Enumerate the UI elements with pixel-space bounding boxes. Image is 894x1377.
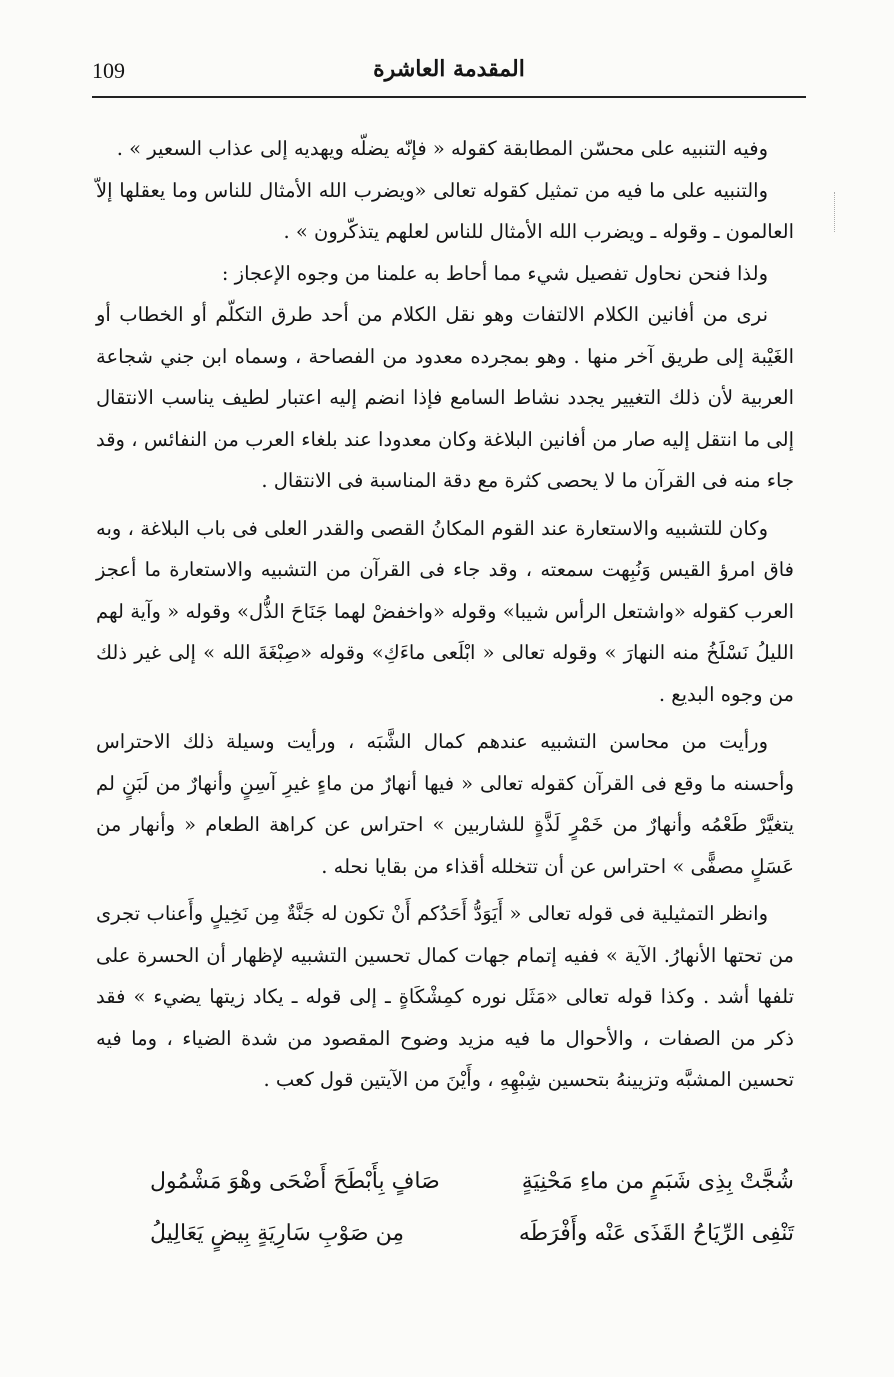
paragraph-7: وانظر التمثيلية فى قوله تعالى « أَيَوَدُّ أَحَدُكم أَنْ تكون له جَنَّةٌ مِن نَخِيلٍ وأَعناب تجرى من تحتها الأنهارُ. الآية » ففيه إتمام جهات كمال تحسين التشبيه لإظهار أن الحسرة على تلفها أشد . وكذا قوله تعالى «مَثَل نوره كمِشْكَاةٍ ـ إلى قوله ـ يكاد زيتها يضيء » فقد ذكر من الصفات ، والأحوال ما فيه مزيد وضوح المقصود من شدة الضياء ، وما فيه تحسين المشبَّه وتزيينهُ بتحسين شِبْهِهِ ، وأَيْنَ من الآيتين قول كعب . xyxy=(96,902,794,1091)
poem-first-hemistich: شُجَّتْ بِذِى شَبَمٍ من ماءِ مَحْنِيَةٍ xyxy=(521,1169,794,1194)
paragraph-6: ورأيت من محاسن التشبيه عندهم كمال الشَّبَه ، ورأيت وسيلة ذلك الاحتراس وأحسنه ما وقع فى القرآن كقوله تعالى « فيها أنهارٌ من ماءٍ غيرِ آسِنٍ وأنهارٌ من لَبَنٍ لم يتغيَّرْ طَعْمُه وأنهارٌ من خَمْرٍ لَذَّةٍ للشاربين » احتراس عن كراهة الطعام « وأنهار من عَسَلٍ مصفًّى » احتراس عن أن تتخلله أقذاء من بقايا نحله . xyxy=(96,730,794,878)
poem xyxy=(150,1156,794,1260)
header-rule xyxy=(92,96,806,98)
paragraph-1: وفيه التنبيه على محسّن المطابقة كقوله « فإنّه يضلّه ويهديه إلى عذاب السعير » . xyxy=(116,137,768,160)
running-title: المقدمة العاشرة xyxy=(373,56,525,82)
page-header xyxy=(92,52,806,96)
poem-second-hemistich: مِن صَوْبِ سَارِيَةٍ بِيضٍ يَعَالِيلُ xyxy=(150,1221,405,1246)
paragraph-2: والتنبيه على ما فيه من تمثيل كقوله تعالى «ويضرب الله الأمثال للناس وما يعقلها إلاّ العالمون ـ وقوله ـ ويضرب الله الأمثال للناس لعلهم يتذكّرون » . xyxy=(96,178,794,243)
poem-first-hemistich: تَنْفِى الرِّيَاحُ القَذَى عَنْه وأَفْرَطَه xyxy=(518,1221,794,1246)
page-number: 109 xyxy=(92,58,125,83)
paragraph-5: وكان للتشبيه والاستعارة عند القوم المكانُ القصى والقدر العلى فى باب البلاغة ، وبه فاق امرؤ القيس وَنُبِهت سمعته ، وقد جاء فى القرآن من التشبيه والاستعارة ما أعجز العرب كقوله «واشتعل الرأس شيبا» وقوله «واخفضْ لهما جَنَاحَ الذُّل» وقوله « وآية لهم الليلُ نَسْلَخُ منه النهارَ » وقوله تعالى « ابْلَعى ماءَكِ» وقوله «صِبْغَةَ الله » إلى غير ذلك من وجوه البديع . xyxy=(96,516,794,706)
paragraph-4: نرى من أفانين الكلام الالتفات وهو نقل الكلام من أحد طرق التكلّم أو الخطاب أو الغَيْبة إلى طريق آخر منها . وهو بمجرده معدود من الفصاحة ، وسماه ابن جني شجاعة العربية لأن ذلك التغيير يجدد نشاط السامع فإذا انضم إليه اعتبار لطيف يناسب الانتقال إلى ما انتقل إليه صار من أفانين البلاغة وكان معدودا عند بلغاء العرب من النفائس ، وقد جاء منه فى القرآن ما لا يحصى كثرة مع دقة المناسبة فى الانتقال . xyxy=(96,303,794,492)
paragraph-3: ولذا فنحن نحاول تفصيل شيء مما أحاط به علمنا من وجوه الإعجاز : xyxy=(221,261,768,285)
poem-verse xyxy=(150,1156,794,1208)
margin-mark xyxy=(834,192,836,232)
body-text xyxy=(96,128,794,1101)
poem-verse xyxy=(150,1208,794,1260)
poem-second-hemistich: صَافٍ بِأَبْطَحَ أَضْحَى وهْوَ مَشْمُول xyxy=(150,1169,440,1194)
